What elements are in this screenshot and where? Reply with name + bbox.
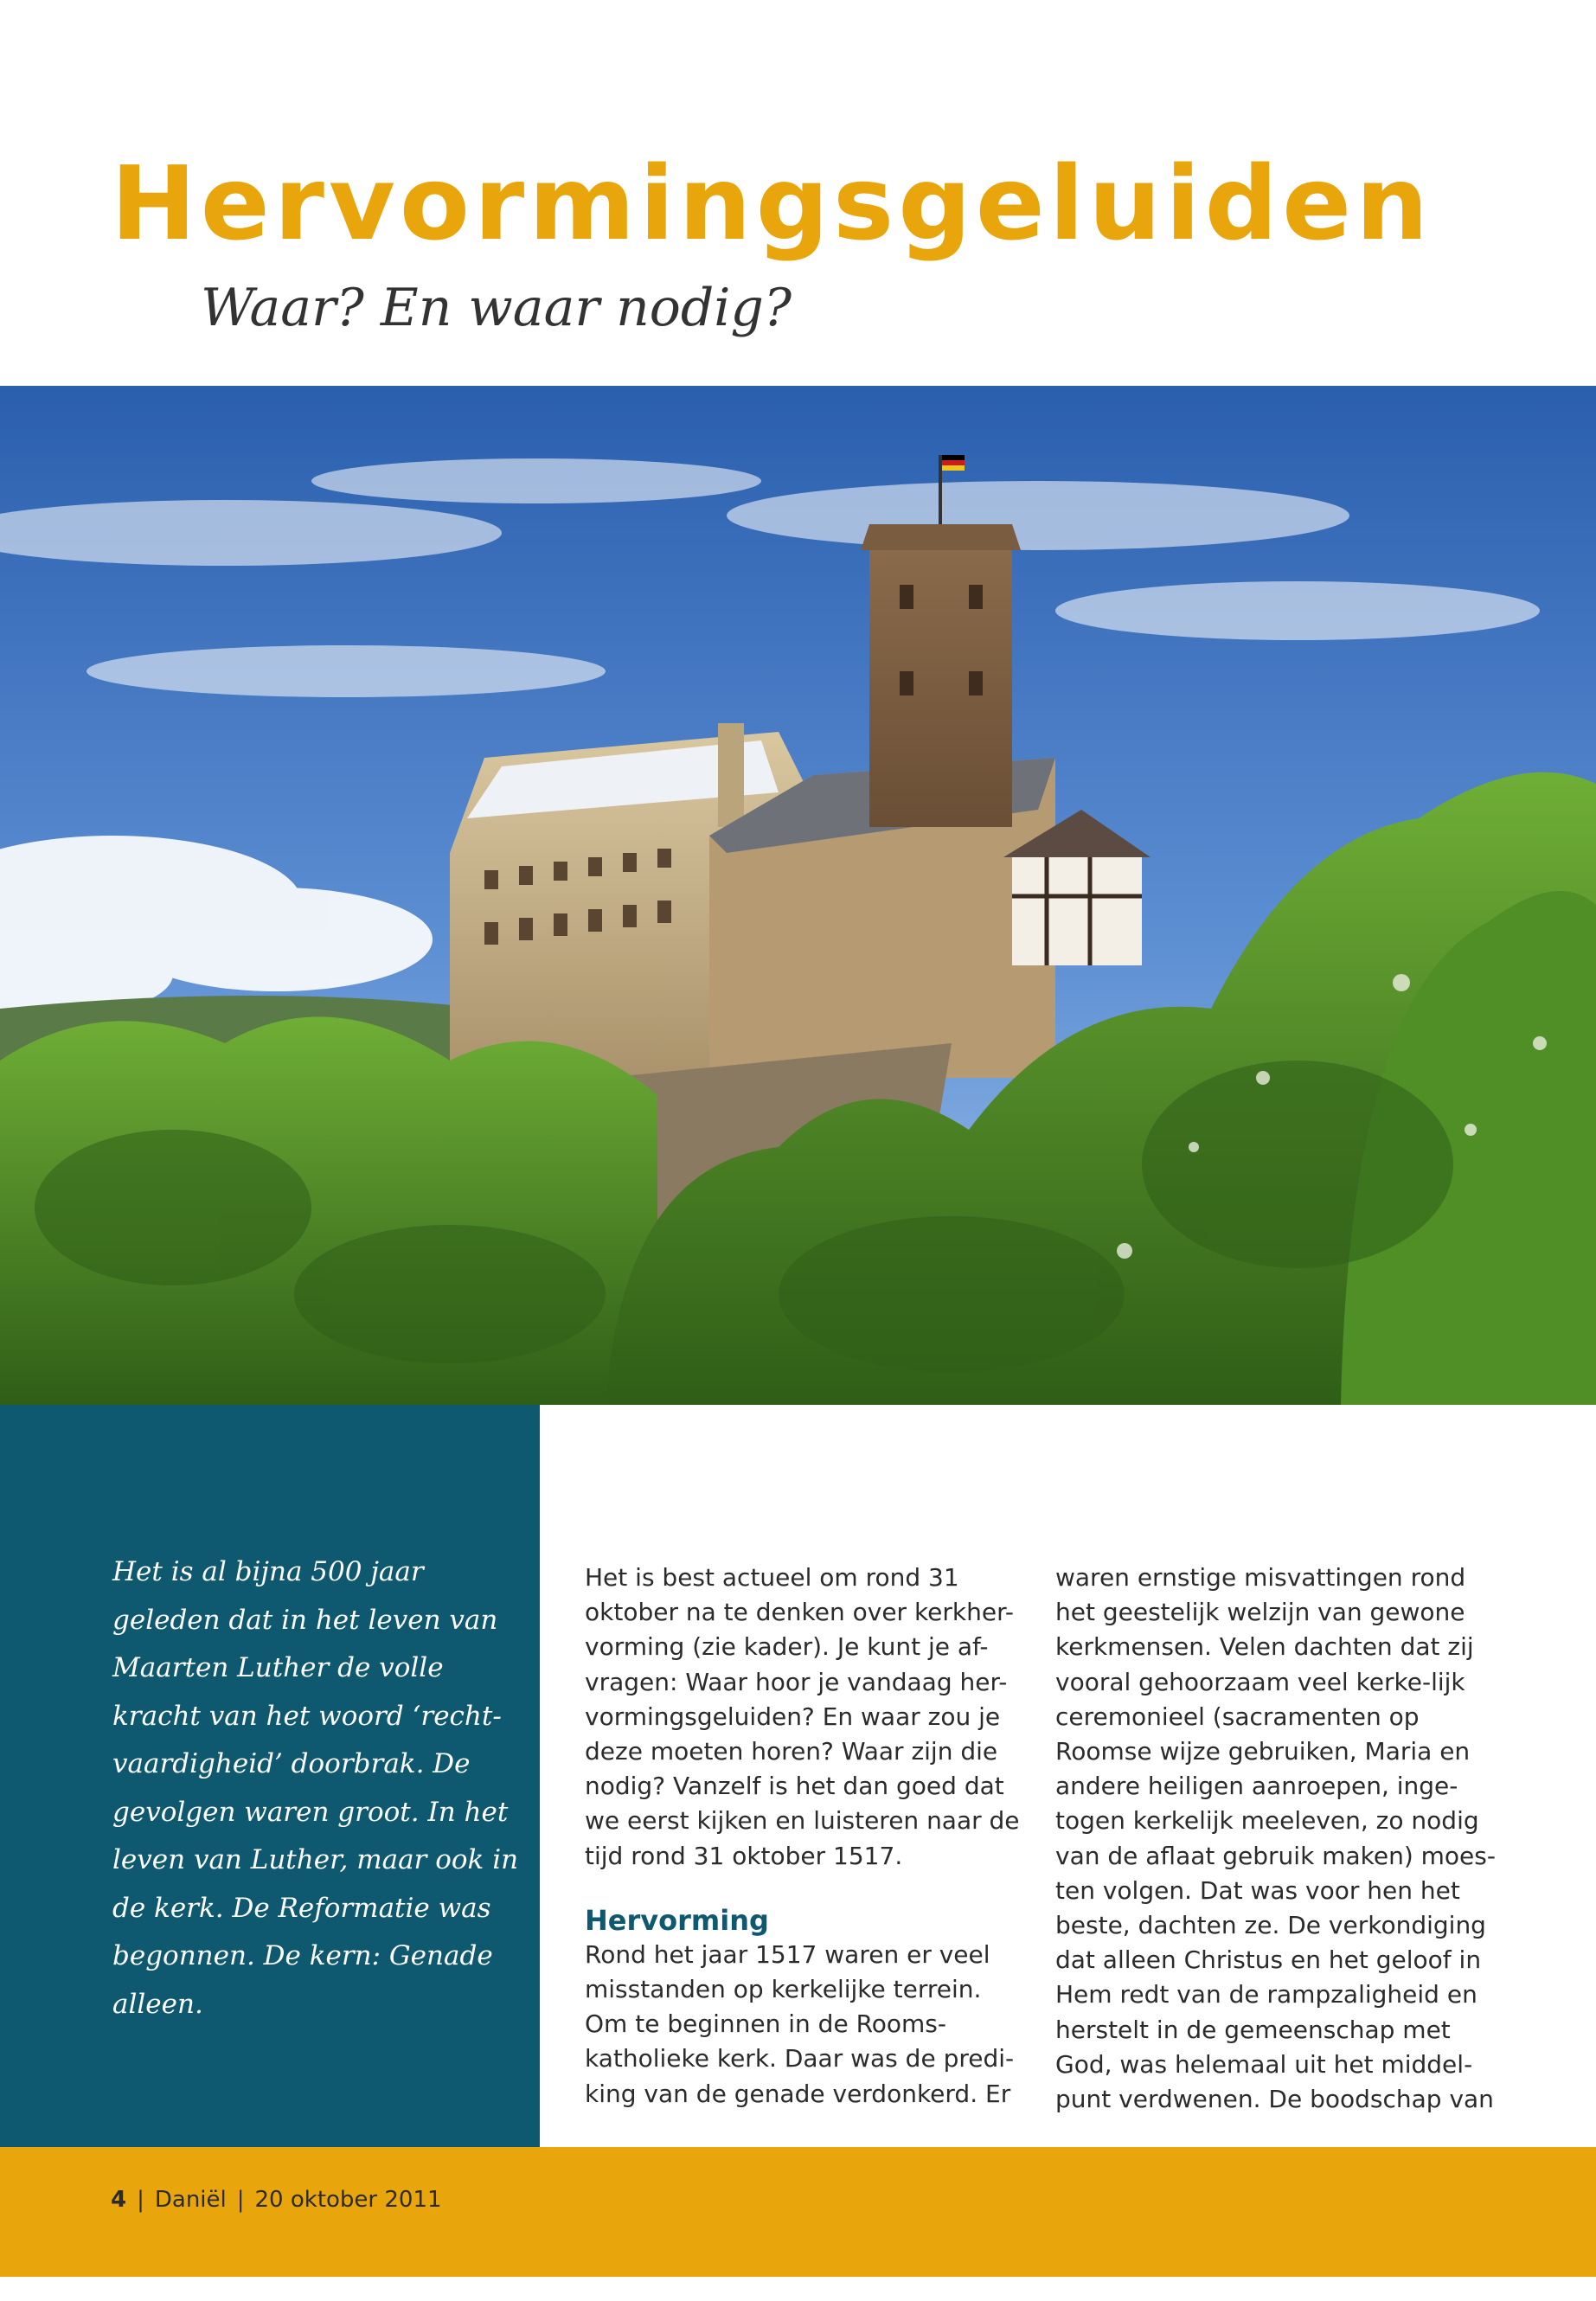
- body-paragraph: Het is best actueel om rond 31 oktober na te denken over kerkher-vorming (zie kader). Je kunt je af-vragen: Waar hoor je vandaag her-vormingsgeluiden? En waar zou je deze moeten horen? Waar zijn die nodig? Vanzelf is het dan goed dat we eerst kijken en luisteren naar de tijd rond 31 oktober 1517.: [585, 1563, 1020, 1870]
- footer-separator: |: [236, 2187, 245, 2213]
- article-subtitle: Waar? En waar nodig?: [201, 278, 792, 338]
- footer: [111, 2187, 442, 2213]
- body-paragraph: Rond het jaar 1517 waren er veel misstanden op kerkelijke terrein. Om te beginnen in de Rooms-katholieke kerk. Daar was de predi-king van de genade verdonkerd. Er: [585, 1939, 1015, 2108]
- body-paragraph: waren ernstige misvattingen rond het geestelijk welzijn van gewone kerkmensen. Velen dachten dat zij vooral gehoorzaam veel kerke-lijk ceremonieel (sacramenten op Roomse wijze gebruiken, Maria en andere heiligen aanroepen, inge-togen kerkelijk meeleven, zo nodig van de aflaat gebruik maken) moes-ten volgen. Dat was voor hen het beste, dachten ze. De verkondiging dat alleen Christus en het geloof in Hem redt van de rampzaligheid en herstelt in de gemeenschap met God, was helemaal uit het middel-punt verdwenen. De boodschap van: [1055, 1563, 1496, 2114]
- article-title: Hervormingsgeluiden: [111, 144, 1433, 263]
- section-heading: Hervorming: [585, 1903, 769, 1937]
- publication-name: Daniël: [154, 2187, 227, 2213]
- body-column-2: [1055, 1561, 1505, 2117]
- page-number: 4: [111, 2187, 127, 2213]
- body-column-1: [585, 1561, 1026, 2112]
- wartburg-castle-photo: [0, 386, 1596, 1405]
- footer-separator: |: [137, 2187, 144, 2213]
- publication-date: 20 oktober 2011: [254, 2187, 442, 2213]
- intro-text: Het is al bijna 500 jaar geleden dat in het leven van Maarten Luther de volle kracht van het woord ‘recht-vaardigheid’ doorbrak. De gevolgen waren groot. In het leven van Luther, maar ook in de kerk. De Reformatie was begonnen. De kern: Genade alleen.: [112, 1556, 519, 2020]
